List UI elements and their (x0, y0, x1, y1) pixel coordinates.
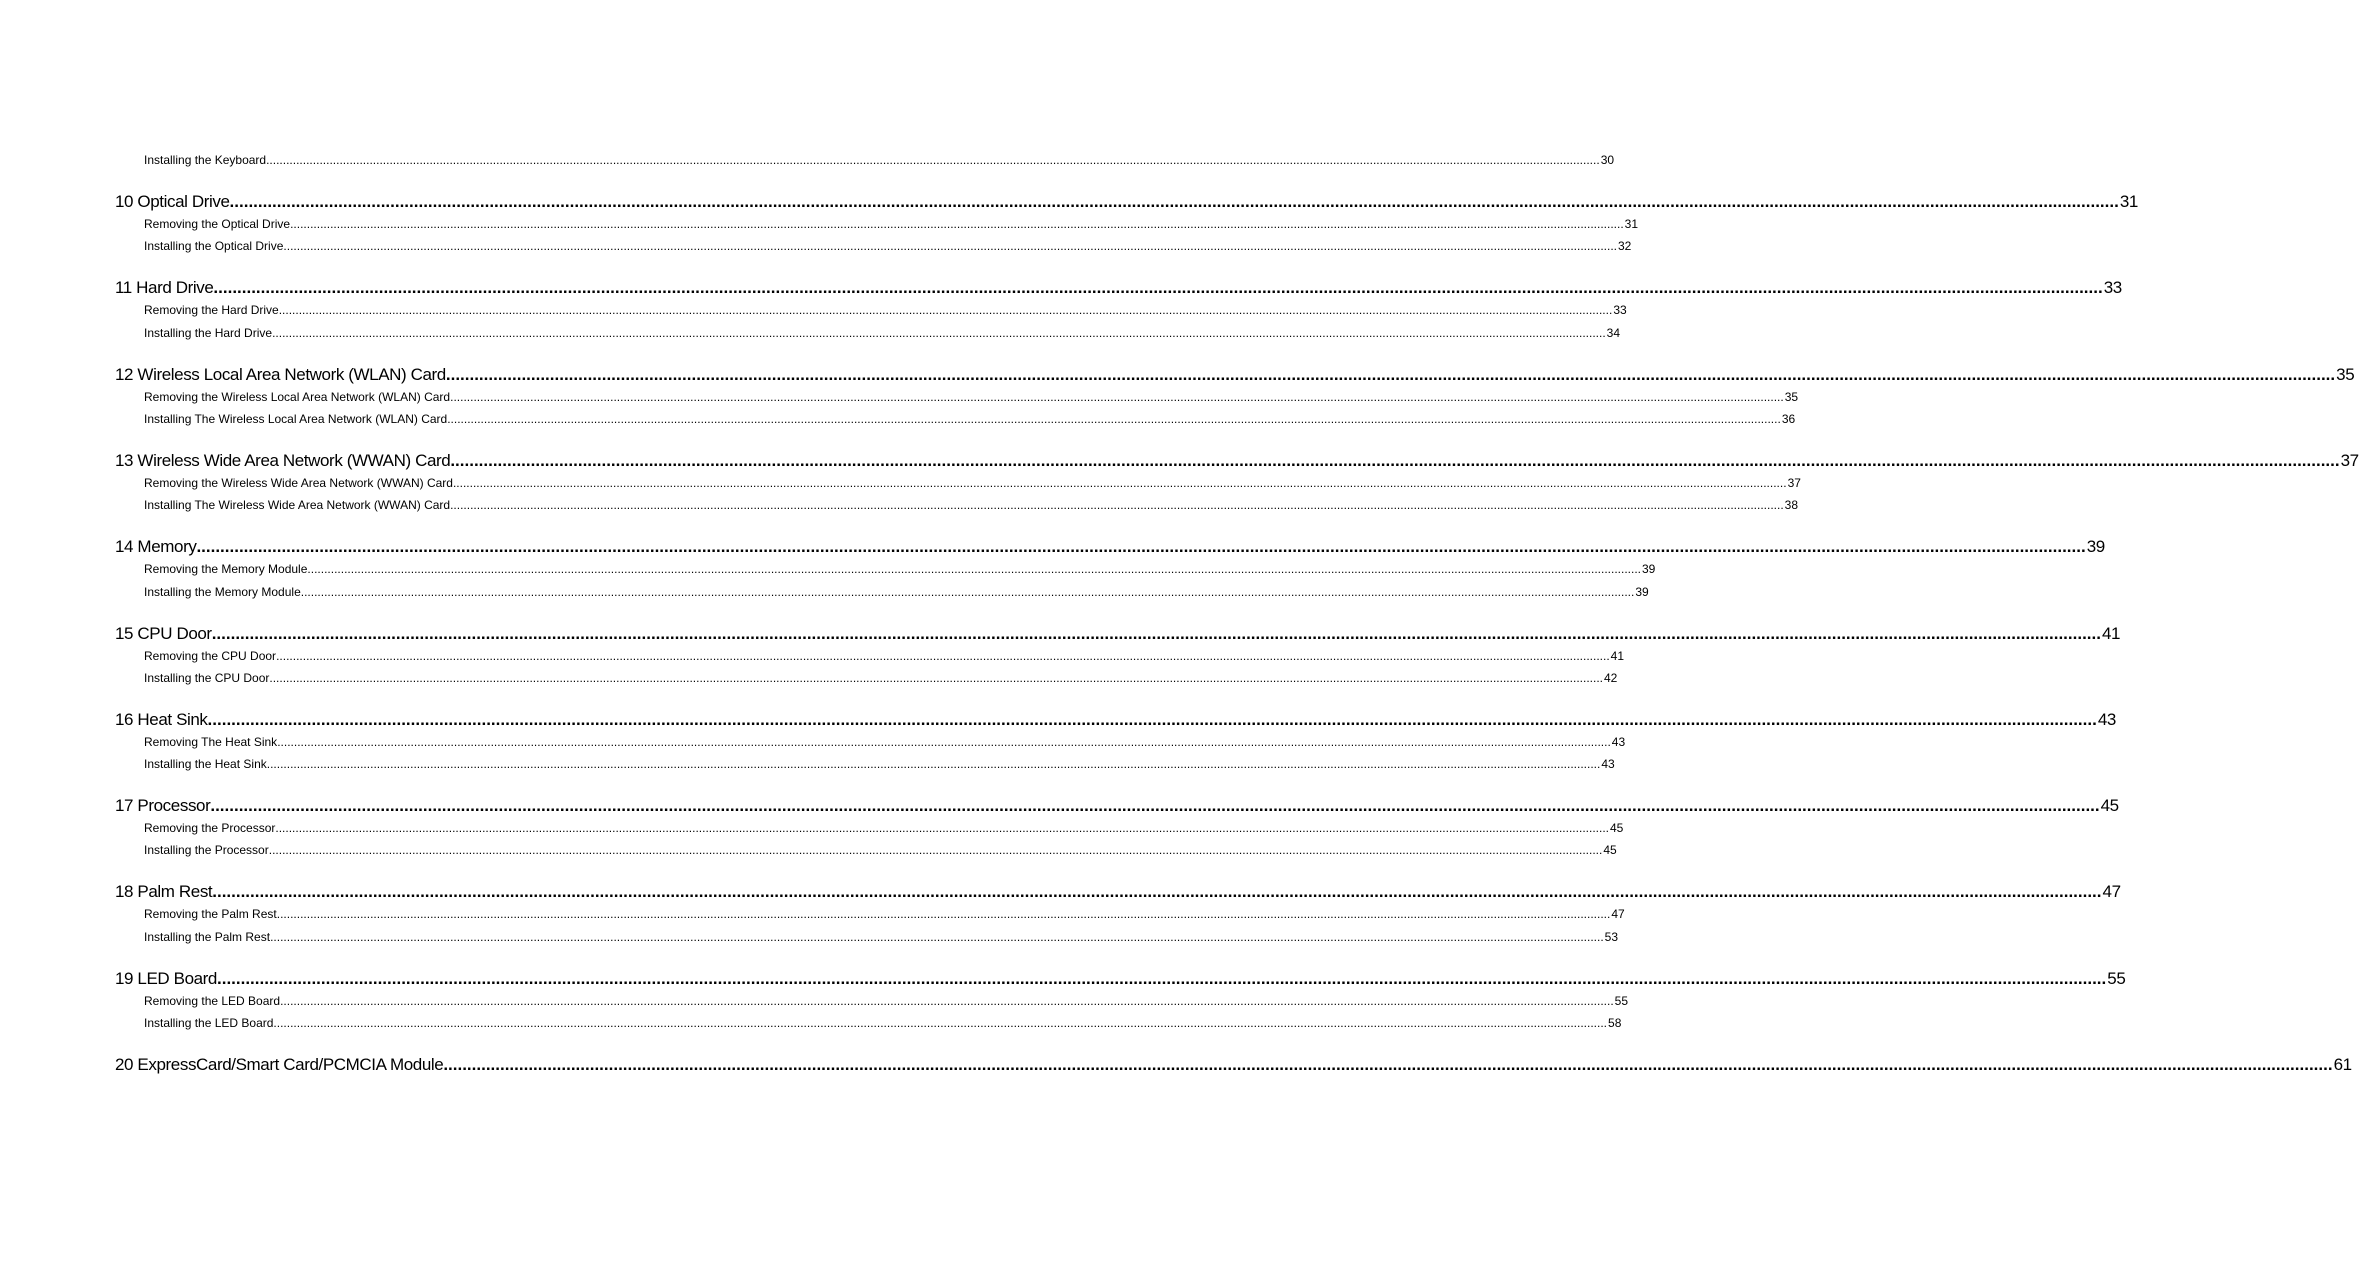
toc-section-entry[interactable] (144, 648, 1625, 664)
section-title: Removing The Heat Sink (144, 734, 278, 749)
section-title: Installing the Keyboard (144, 153, 267, 167)
chapter-title: 20 ExpressCard/Smart Card/PCMCIA Module (115, 1055, 444, 1074)
toc-chapter-entry[interactable] (115, 1054, 2352, 1076)
toc-section-entry[interactable] (144, 561, 1656, 577)
dot-leader: ................................................................................................................................................................................................................................................................................................................................................................................................................ (276, 907, 1611, 922)
section-title: Installing The Wireless Local Area Network (WLAN) Card (144, 411, 448, 426)
page-number: 37 (2340, 450, 2359, 470)
dot-leader: ................................................................................................................................................................................................................................................................................................................................................................................................................ (207, 709, 2097, 729)
toc-chapter-entry[interactable] (115, 795, 2119, 817)
page-number: 32 (1618, 239, 1632, 254)
dot-leader: ................................................................................................................................................................................................................................................................................................................................................................................................................ (269, 670, 1603, 685)
toc-section-entry[interactable] (144, 584, 1649, 600)
page-number: 34 (1606, 325, 1621, 340)
page-number: 55 (1614, 993, 1629, 1008)
toc-chapter-entry[interactable] (115, 277, 2122, 299)
toc-section-entry[interactable] (144, 993, 1629, 1009)
page-number: 39 (1642, 562, 1656, 577)
dot-leader: ................................................................................................................................................................................................................................................................................................................................................................................................................ (278, 303, 1613, 318)
toc-chapter-entry[interactable] (115, 191, 2138, 213)
page-number: 33 (1613, 303, 1627, 318)
section-title: Installing the LED Board (144, 1016, 274, 1030)
dot-leader: ................................................................................................................................................................................................................................................................................................................................................................................................................ (447, 411, 1781, 426)
toc-section-entry[interactable] (144, 216, 1639, 232)
section-title: Removing the Palm Rest (144, 907, 277, 922)
dot-leader: ................................................................................................................................................................................................................................................................................................................................................................................................................ (196, 537, 2086, 557)
toc-chapter-entry[interactable] (115, 536, 2105, 558)
toc-section-entry[interactable] (144, 756, 1615, 772)
dot-leader: ................................................................................................................................................................................................................................................................................................................................................................................................................ (450, 450, 2340, 470)
page-number: 38 (1784, 498, 1799, 513)
page-number: 42 (1603, 670, 1618, 685)
chapter-title: 19 LED Board (115, 968, 217, 988)
toc-chapter-entry[interactable] (115, 364, 2355, 386)
toc-section-entry[interactable] (144, 734, 1626, 750)
dot-leader: ................................................................................................................................................................................................................................................................................................................................................................................................................ (272, 325, 1606, 340)
section-title: Installing the Palm Rest (144, 929, 271, 944)
page-number: 45 (1609, 821, 1624, 836)
page-number: 41 (2101, 623, 2121, 643)
chapter-title: 12 Wireless Local Area Network (WLAN) Card (115, 364, 446, 384)
toc-section-entry[interactable] (144, 389, 1799, 405)
toc-section-entry[interactable] (144, 238, 1632, 254)
page-number: 30 (1600, 153, 1615, 167)
toc-section-entry[interactable] (144, 411, 1796, 427)
dot-leader: ................................................................................................................................................................................................................................................................................................................................................................................................................ (280, 993, 1614, 1008)
page-number: 45 (2100, 796, 2119, 816)
page-number: 58 (1608, 1016, 1622, 1030)
section-title: Installing The Wireless Wide Area Network (WWAN) Card (144, 498, 451, 513)
section-title: Removing the Processor (144, 821, 276, 836)
section-title: Installing the Hard Drive (144, 325, 273, 340)
page-number: 33 (2103, 278, 2122, 298)
section-title: Installing the Heat Sink (144, 757, 267, 772)
chapter-title: 13 Wireless Wide Area Network (WWAN) Card (115, 450, 451, 470)
chapter-title: 11 Hard Drive (115, 278, 214, 298)
dot-leader: ................................................................................................................................................................................................................................................................................................................................................................................................................ (445, 364, 2336, 384)
section-title: Removing the LED Board (144, 993, 281, 1008)
dot-leader: ................................................................................................................................................................................................................................................................................................................................................................................................................ (210, 796, 2100, 816)
page-number: 53 (1604, 929, 1619, 944)
page-number: 43 (2097, 709, 2116, 729)
toc-section-entry[interactable] (144, 302, 1627, 318)
page-number: 39 (2086, 537, 2105, 557)
dot-leader: ................................................................................................................................................................................................................................................................................................................................................................................................................ (450, 389, 1784, 404)
dot-leader: ................................................................................................................................................................................................................................................................................................................................................................................................................ (266, 153, 1600, 167)
toc-section-entry[interactable] (144, 820, 1624, 836)
dot-leader: ................................................................................................................................................................................................................................................................................................................................................................................................................ (268, 843, 1603, 858)
page-number: 37 (1787, 475, 1801, 490)
dot-leader: ................................................................................................................................................................................................................................................................................................................................................................................................................ (450, 498, 1784, 513)
dot-leader: ................................................................................................................................................................................................................................................................................................................................................................................................................ (217, 968, 2107, 988)
toc-section-entry[interactable] (144, 842, 1617, 858)
dot-leader: ................................................................................................................................................................................................................................................................................................................................................................................................................ (300, 584, 1635, 599)
page-number: 43 (1601, 757, 1615, 772)
toc-section-entry[interactable] (144, 325, 1621, 341)
toc-chapter-entry[interactable] (115, 881, 2121, 903)
dot-leader: ................................................................................................................................................................................................................................................................................................................................................................................................................ (283, 239, 1617, 254)
dot-leader: ................................................................................................................................................................................................................................................................................................................................................................................................................ (229, 192, 2119, 211)
section-title: Removing the Optical Drive (144, 217, 291, 231)
section-title: Installing the Processor (144, 843, 269, 858)
page-number: 43 (1611, 734, 1626, 749)
page-number: 36 (1781, 411, 1796, 426)
section-title: Installing the CPU Door (144, 670, 270, 685)
section-title: Removing the Hard Drive (144, 303, 279, 318)
section-title: Removing the CPU Door (144, 648, 277, 663)
chapter-title: 18 Palm Rest (115, 882, 213, 902)
toc-chapter-entry[interactable] (115, 968, 2126, 990)
dot-leader: ................................................................................................................................................................................................................................................................................................................................................................................................................ (290, 217, 1624, 231)
toc-section-entry[interactable] (144, 670, 1618, 686)
dot-leader: ................................................................................................................................................................................................................................................................................................................................................................................................................ (211, 623, 2101, 643)
toc-chapter-entry[interactable] (115, 450, 2359, 472)
page-number: 45 (1603, 843, 1617, 858)
section-title: Removing the Wireless Wide Area Network (WWAN) Card (144, 475, 453, 490)
dot-leader: ................................................................................................................................................................................................................................................................................................................................................................................................................ (452, 475, 1787, 490)
page-number: 39 (1635, 584, 1649, 599)
page-number: 47 (2102, 882, 2121, 902)
toc-section-entry[interactable] (144, 929, 1619, 945)
toc-chapter-entry[interactable] (115, 623, 2121, 645)
dot-leader: ................................................................................................................................................................................................................................................................................................................................................................................................................ (270, 929, 1604, 944)
chapter-title: 17 Processor (115, 796, 211, 816)
dot-leader: ................................................................................................................................................................................................................................................................................................................................................................................................................ (277, 734, 1611, 749)
toc-section-entry[interactable] (144, 906, 1625, 922)
dot-leader: ................................................................................................................................................................................................................................................................................................................................................................................................................ (273, 1016, 1608, 1030)
page-number: 31 (2119, 192, 2138, 211)
dot-leader: ................................................................................................................................................................................................................................................................................................................................................................................................................ (443, 1055, 2333, 1074)
page-number: 55 (2107, 968, 2126, 988)
toc-section-entry[interactable] (144, 152, 1615, 168)
page-number: 35 (2336, 364, 2355, 384)
section-title: Installing the Memory Module (144, 584, 301, 599)
section-title: Removing the Wireless Local Area Network (WLAN) Card (144, 389, 451, 404)
dot-leader: ................................................................................................................................................................................................................................................................................................................................................................................................................ (307, 562, 1641, 577)
dot-leader: ................................................................................................................................................................................................................................................................................................................................................................................................................ (212, 882, 2102, 902)
chapter-title: 16 Heat Sink (115, 709, 208, 729)
section-title: Removing the Memory Module (144, 562, 308, 577)
section-title: Installing the Optical Drive (144, 239, 284, 254)
dot-leader: ................................................................................................................................................................................................................................................................................................................................................................................................................ (276, 648, 1610, 663)
page-number: 35 (1784, 389, 1799, 404)
toc-section-entry[interactable] (144, 497, 1799, 513)
dot-leader: ................................................................................................................................................................................................................................................................................................................................................................................................................ (213, 278, 2103, 298)
chapter-title: 15 CPU Door (115, 623, 212, 643)
chapter-title: 14 Memory (115, 537, 197, 557)
page-number: 31 (1624, 217, 1639, 231)
dot-leader: ................................................................................................................................................................................................................................................................................................................................................................................................................ (266, 757, 1601, 772)
toc-section-entry[interactable] (144, 475, 1801, 491)
page-number: 41 (1610, 648, 1625, 663)
dot-leader: ................................................................................................................................................................................................................................................................................................................................................................................................................ (275, 821, 1609, 836)
chapter-title: 10 Optical Drive (115, 192, 230, 211)
page-number: 47 (1611, 907, 1625, 922)
toc-section-entry[interactable] (144, 1015, 1622, 1031)
page-number: 61 (2333, 1055, 2352, 1074)
toc-chapter-entry[interactable] (115, 709, 2116, 731)
